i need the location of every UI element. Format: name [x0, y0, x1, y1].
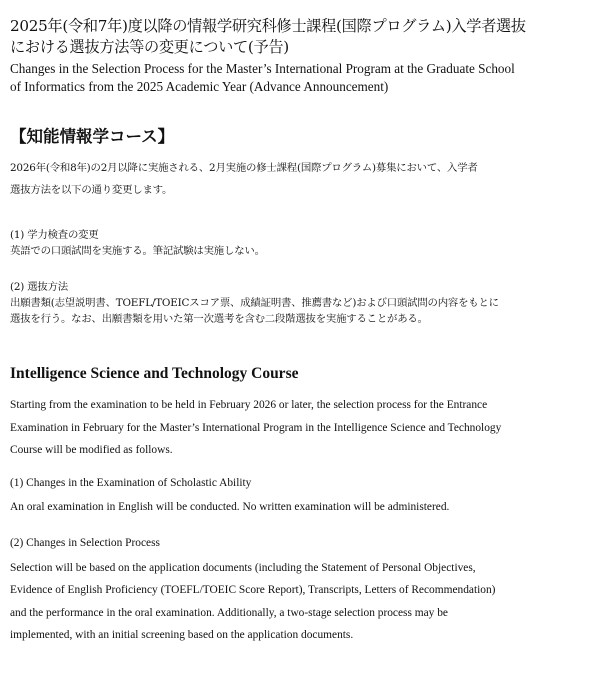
intro-ja-line-1: 2026年(令和8年)の2月以降に実施される、2月実施の修士課程(国際プログラム)募集において、入学者: [10, 162, 478, 174]
intro-en-line-3: Course will be modified as follows.: [10, 444, 173, 456]
intro-en-line-1: Starting from the examination to be held in February 2026 or later, the selection process for the Entrance: [10, 399, 488, 411]
course-heading-japanese: 【知能情報学コース】: [10, 127, 175, 146]
section-2-line-1-ja: 出願書類(志望説明書、TOEFL/TOEICスコア票、成績証明書、推薦書など)および口頭試問の内容をもとに: [10, 297, 499, 309]
section-1-body-english: An oral examination in English will be conducted. No written examination will be administered.: [10, 500, 450, 513]
section-1-japanese: [10, 227, 581, 259]
section-2-japanese: [10, 279, 581, 327]
document-title-english: [10, 60, 581, 96]
course-heading-english: Intelligence Science and Technology Course: [10, 365, 299, 382]
document-title-japanese: [10, 16, 581, 58]
intro-en-line-2: Examination in February for the Master’s International Program in the Intelligence Science and Technology: [10, 421, 502, 434]
intro-ja-line-2: 選抜方法を以下の通り変更します。: [10, 184, 173, 196]
section-2-body-english: [10, 557, 581, 647]
section-1-heading-english: (1) Changes in the Examination of Scholastic Ability: [10, 476, 252, 489]
section-2-heading-ja: (2) 選抜方法: [10, 281, 68, 293]
section-2-heading-english: (2) Changes in Selection Process: [10, 536, 160, 549]
title-en-line-2: of Informatics from the 2025 Academic Year (Advance Announcement): [10, 79, 389, 94]
section-2-line-2-ja: 選抜を行う。なお、出願書類を用いた第一次選考を含む二段階選抜を実施することがある。: [10, 313, 428, 325]
section-2-line-4-en: implemented, with an initial screening based on the application documents.: [10, 629, 354, 641]
intro-paragraph-english: [10, 394, 581, 462]
section-1-body-ja: 英語での口頭試問を実施する。筆記試験は実施しない。: [10, 245, 265, 257]
intro-paragraph-japanese: [10, 157, 581, 201]
section-2-line-3-en: and the performance in the oral examination. Additionally, a two-stage selection process may be: [10, 606, 448, 619]
section-2-line-2-en: Evidence of English Proficiency (TOEFL/TOEIC Score Report), Transcripts, Letters of Recommendation): [10, 584, 496, 596]
section-2-line-1-en: Selection will be based on the application documents (including the Statement of Personal Objectives,: [10, 561, 476, 574]
title-en-line-1: Changes in the Selection Process for the Master’s International Program at the Graduate School: [10, 61, 515, 76]
title-ja-line-2: における選抜方法等の変更について(予告): [10, 38, 289, 56]
title-ja-line-1: 2025年(令和7年)度以降の情報学研究科修士課程(国際プログラム)入学者選抜: [10, 17, 526, 35]
section-1-heading-ja: (1) 学力検査の変更: [10, 229, 99, 241]
